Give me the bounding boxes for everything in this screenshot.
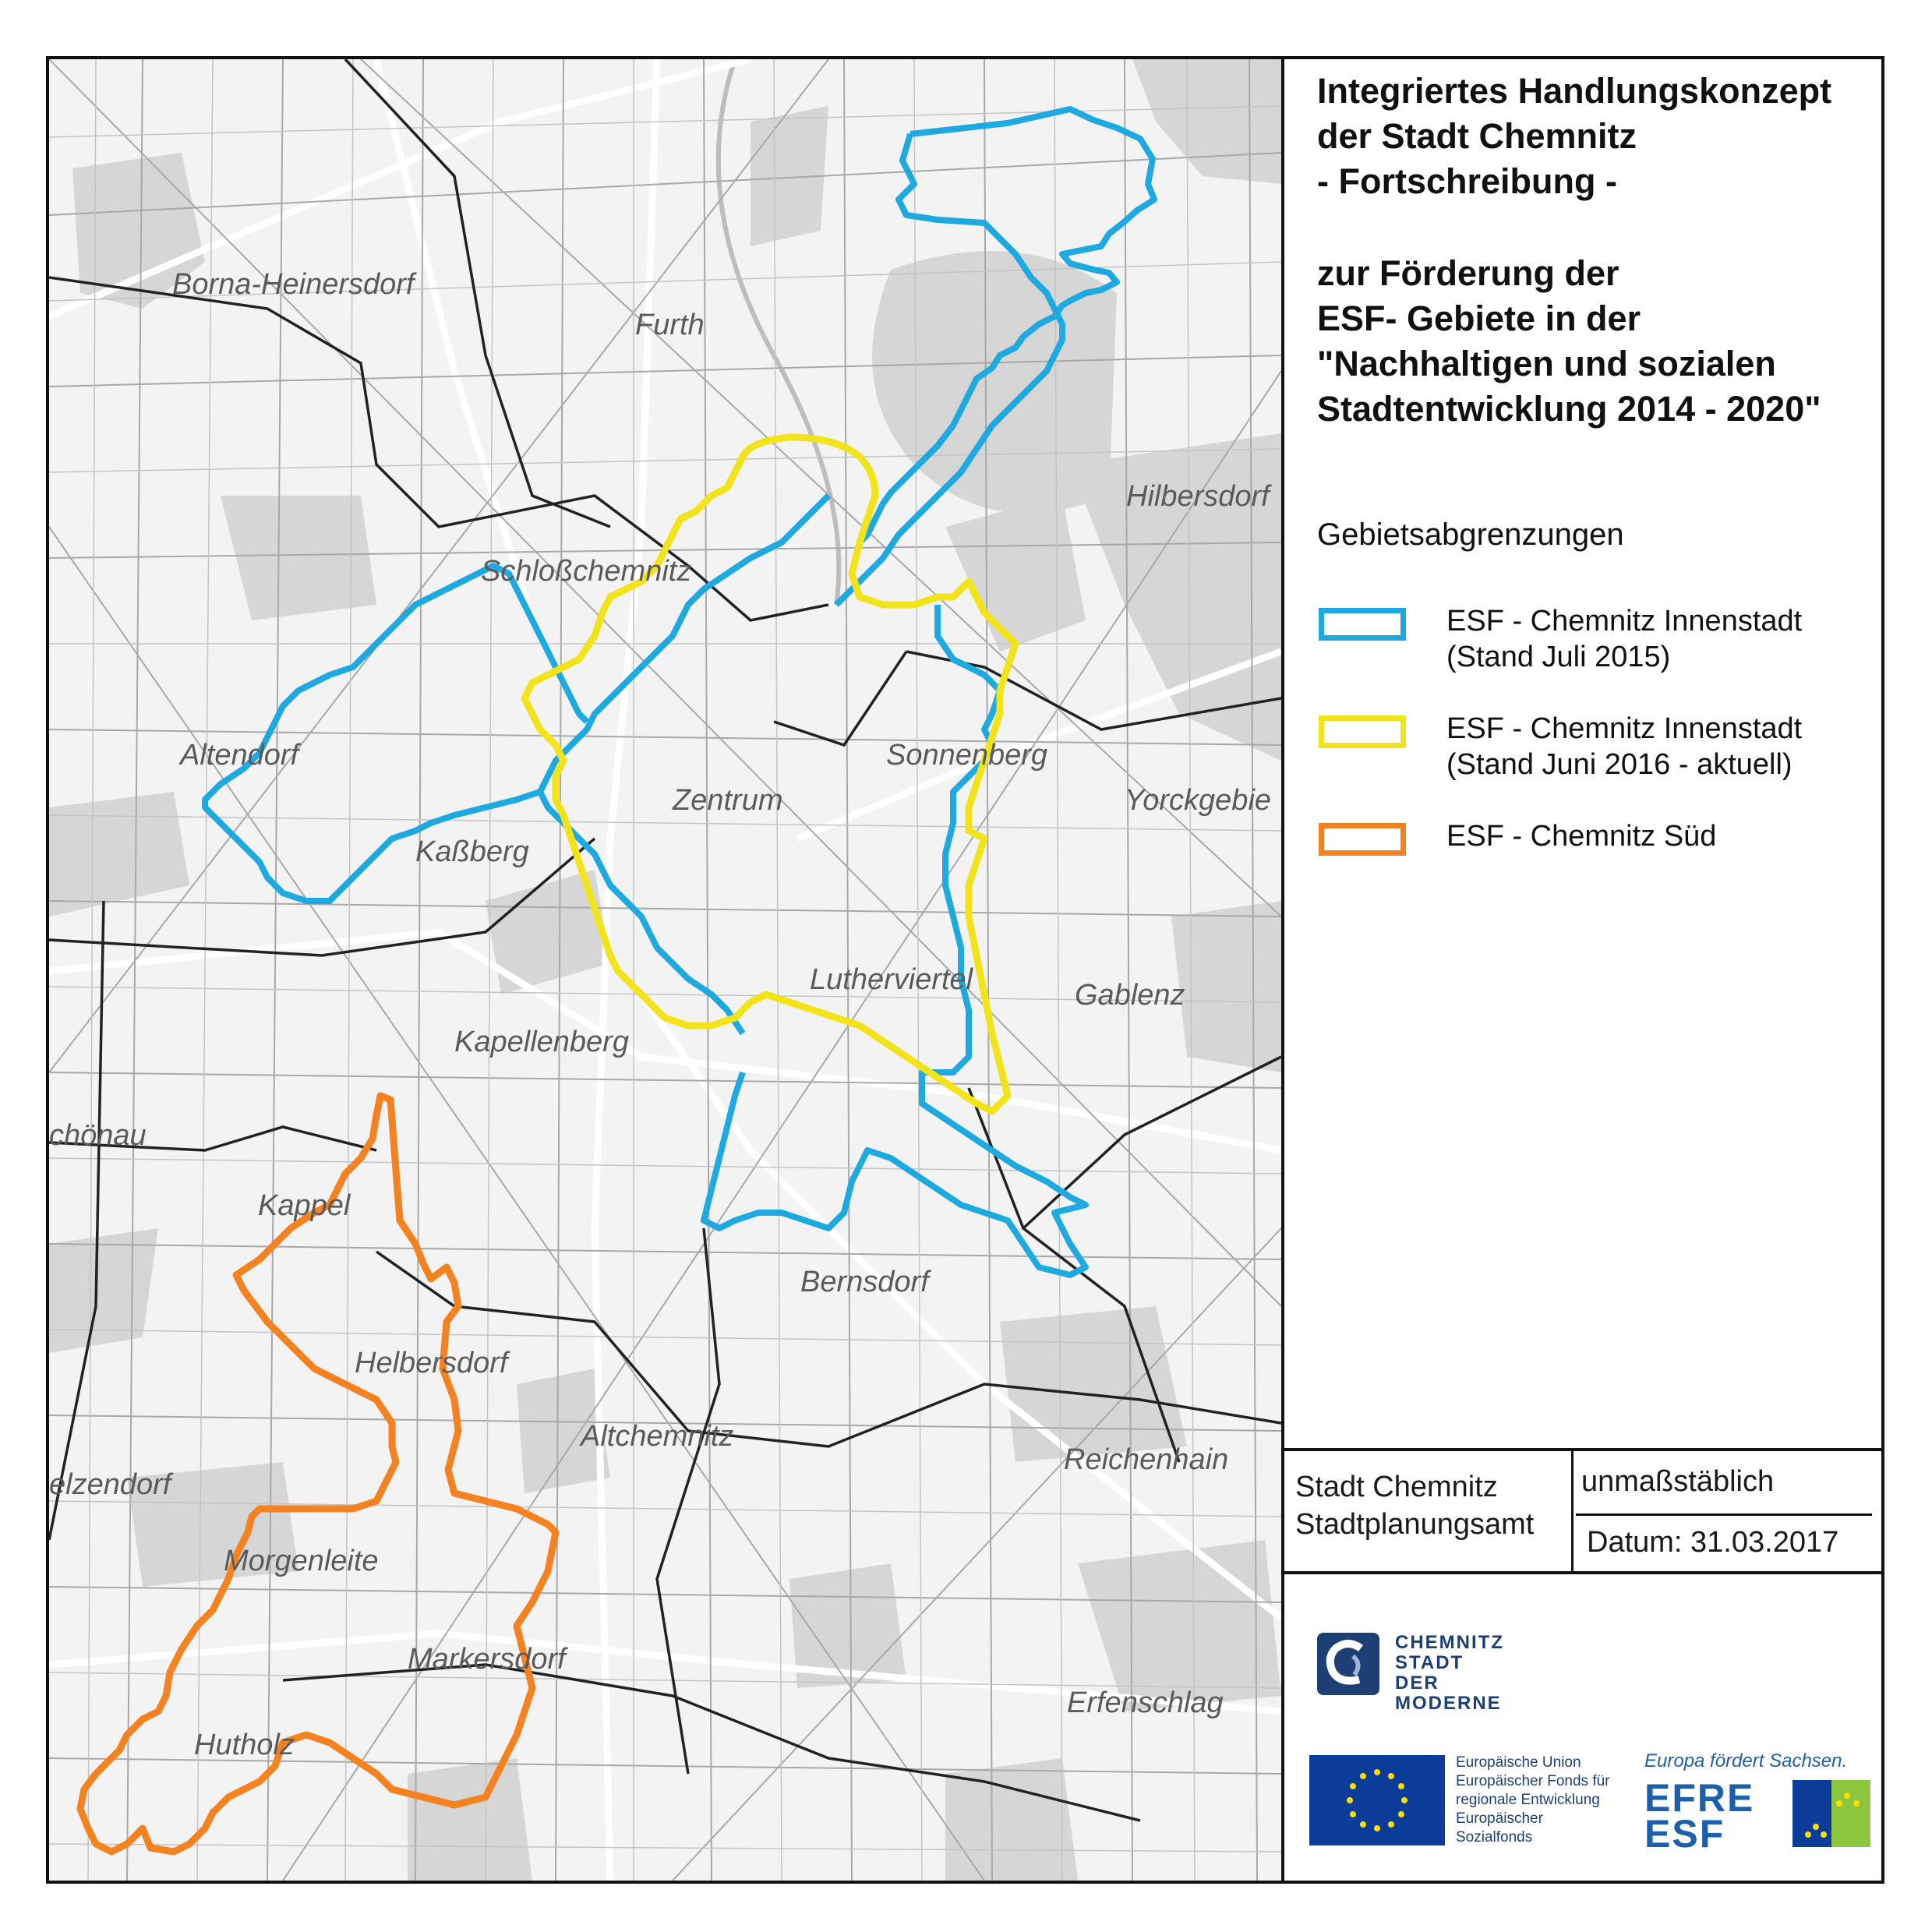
place-label: Helbersdorf [355, 1347, 508, 1379]
eu-text-line: Sozialfonds [1456, 1829, 1533, 1845]
title-line: Stadtentwicklung 2014 - 2020" [1317, 389, 1821, 429]
eu-text-line: Europäische Union [1456, 1754, 1581, 1771]
place-label: Hutholz [194, 1729, 295, 1761]
place-label: Altchemnitz [581, 1420, 734, 1453]
place-label: Kapellenberg [454, 1026, 629, 1058]
legend-label: ESF - Chemnitz Innenstadt [1446, 712, 1803, 745]
eu-funding-text [1456, 1754, 1610, 1847]
esf-2016-boundary[interactable] [525, 437, 1015, 1111]
efre-esf-logo [1644, 1750, 1878, 1856]
place-label: Lutherviertel [810, 963, 973, 996]
place-label: Altendorf [180, 739, 299, 772]
legend-sublabel: (Stand Juli 2015) [1446, 641, 1671, 673]
legend-title: Gebietsabgrenzungen [1317, 517, 1624, 552]
title-line: - Fortschreibung - [1317, 161, 1617, 201]
place-label: Hilbersdorf [1126, 480, 1270, 513]
place-label: chönau [49, 1119, 147, 1152]
place-label: Erfenschlag [1067, 1687, 1224, 1719]
date-note: Datum: 31.03.2017 [1587, 1526, 1839, 1559]
title-line: Integriertes Handlungskonzept [1317, 71, 1832, 111]
scale-note: unmaßstäblich [1581, 1465, 1775, 1498]
place-label: Zentrum [673, 784, 783, 817]
legend-sublabel: (Stand Juni 2016 - aktuell) [1446, 748, 1792, 781]
sachsen-eu-flag-icon [1792, 1780, 1870, 1847]
place-label: Schloßchemnitz [481, 555, 692, 588]
place-label: Kappel [258, 1189, 351, 1222]
legend-item-orange [1317, 818, 1878, 912]
legend-item-yellow [1317, 711, 1878, 804]
legend-swatch-orange [1319, 823, 1406, 856]
chemnitz-logo-text: STADT DER [1395, 1652, 1464, 1694]
legend-swatch-blue [1319, 608, 1406, 641]
eu-text-line: regionale Entwicklung [1456, 1792, 1600, 1808]
place-label: Furth [635, 309, 705, 341]
place-label: Bernsdorf [800, 1266, 929, 1298]
chemnitz-logo-text: CHEMNITZ [1395, 1632, 1504, 1653]
efre-slogan: Europa fördert Sachsen. [1644, 1750, 1848, 1771]
place-label: Sonnenberg [886, 739, 1048, 772]
legend-label: ESF - Chemnitz Süd [1446, 820, 1717, 853]
place-label: Borna-Heinersdorf [172, 268, 415, 301]
legend-item-blue [1317, 603, 1878, 697]
info-divider [1576, 1513, 1872, 1516]
eu-text-line: Europäischer [1456, 1810, 1543, 1827]
map-divider [1281, 56, 1284, 1884]
chemnitz-logo-text: MODERNE [1395, 1693, 1502, 1714]
map-title [1317, 69, 1878, 432]
info-divider [1571, 1451, 1574, 1574]
legend-swatch-yellow [1319, 715, 1406, 748]
title-line: zur Förderung der [1317, 253, 1619, 293]
chemnitz-c-icon [1317, 1633, 1379, 1695]
esf-word: ESF [1644, 1812, 1725, 1856]
place-label: Gablenz [1075, 979, 1185, 1012]
title-line: ESF- Gebiete in der [1317, 298, 1641, 338]
chemnitz-logo [1317, 1632, 1504, 1714]
efre-word: EFRE [1644, 1776, 1755, 1820]
esf-2015-south-boundary[interactable] [704, 605, 1086, 1275]
place-label: Reichenhain [1064, 1443, 1229, 1476]
info-box [1281, 1448, 1884, 1574]
map-area[interactable] [49, 59, 1281, 1881]
office-department: Stadtplanungsamt [1295, 1508, 1535, 1541]
place-label: Kaßberg [415, 835, 529, 868]
title-line: der Stadt Chemnitz [1317, 116, 1637, 156]
eu-text-line: Europäischer Fonds für [1456, 1773, 1610, 1789]
office-name: Stadt Chemnitz [1295, 1471, 1498, 1503]
place-label: Markersdorf [408, 1643, 566, 1676]
title-line: "Nachhaltigen und sozialen [1317, 344, 1776, 383]
place-label: Yorckgebie [1125, 784, 1272, 817]
place-label: Morgenleite [224, 1545, 379, 1577]
place-label: elzendorf [49, 1468, 171, 1501]
legend-label: ESF - Chemnitz Innenstadt [1446, 605, 1803, 638]
eu-flag-icon [1309, 1755, 1445, 1845]
